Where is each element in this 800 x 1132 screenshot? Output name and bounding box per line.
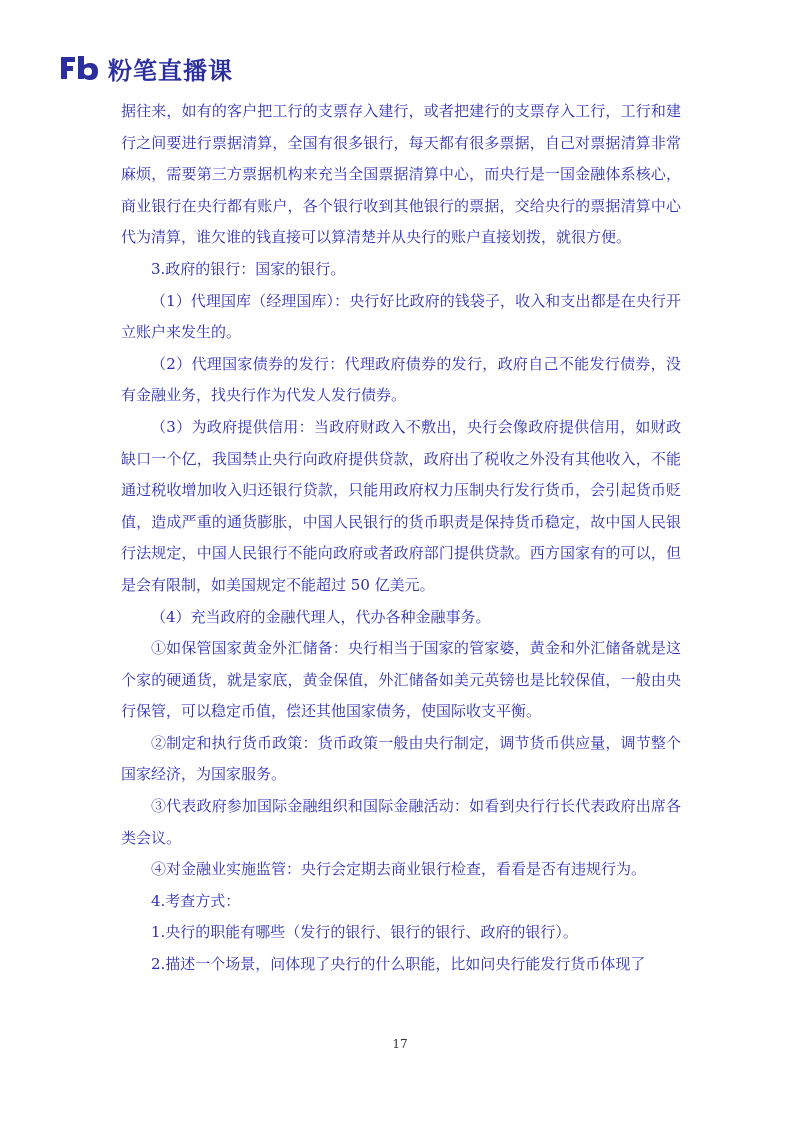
page-header xyxy=(58,50,233,86)
paragraph-subitem-3: ③代表政府参加国际金融组织和国际金融活动：如看到央行行长代表政府出席各类会议。 xyxy=(121,797,681,847)
section-heading-government-bank: 3.政府的银行：国家的银行。 xyxy=(151,259,346,278)
paragraph-continuation: 据往来，如有的客户把工行的支票存入建行，或者把建行的支票存入工行，工行和建行之间要进行票据清算，全国有很多银行，每天都有很多票据，自己对票据清算非常麻烦，需要第三方票据机构来充当全国票据清算中心，而央行是一国金融体系核心，商业银行在央行都有账户，各个银行收到其他银行的票据，交给央行的票据清算中心代为清算，谁欠谁的钱直接可以算清楚并从央行的账户直接划拨，就很方便。 xyxy=(121,102,681,247)
exam-point-1: 1.央行的职能有哪些（发行的银行、银行的银行、政府的银行）。 xyxy=(151,923,578,942)
section-heading-exam-style: 4.考查方式： xyxy=(151,891,241,910)
paragraph-item-2: （2）代理国家债券的发行：代理政府债券的发行，政府自己不能发行债券，没有金融业务，找央行作为代发人发行债券。 xyxy=(121,354,681,405)
paragraph-item-4: （4）充当政府的金融代理人，代办各种金融事务。 xyxy=(151,607,491,626)
page-number: 17 xyxy=(392,1037,408,1051)
brand-name: 粉笔直播课 xyxy=(108,56,233,85)
paragraph-subitem-2: ②制定和执行货币政策：货币政策一般由央行制定，调节货币供应量，调节整个国家经济，为国家服务。 xyxy=(121,733,681,784)
paragraph-item-1: （1）代理国库（经理国库）：央行好比政府的钱袋子，收入和支出都是在央行开立账户来发生的。 xyxy=(121,291,681,342)
document-body xyxy=(121,96,681,981)
paragraph-subitem-4: ④对金融业实施监管：央行会定期去商业银行检查，看看是否有违规行为。 xyxy=(151,860,647,879)
fb-logo-icon xyxy=(58,52,102,84)
exam-point-2: 2.描述一个场景，问体现了央行的什么职能，比如问央行能发行货币体现了 xyxy=(151,955,646,974)
paragraph-subitem-1: ①如保管国家黄金外汇储备：央行相当于国家的管家婆，黄金和外汇储备就是这个家的硬通货，就是家底，黄金保值，外汇储备如美元英镑也是比较保值，一般由央行保管，可以稳定币值，偿还其他国家债务，使国际收支平衡。 xyxy=(121,639,681,721)
paragraph-item-3: （3）为政府提供信用：当政府财政入不敷出，央行会像政府提供信用，如财政缺口一个亿，我国禁止央行向政府提供贷款，政府出了税收之外没有其他收入，不能通过税收增加收入归还银行贷款，只能用政府权力压制央行发行货币，会引起货币贬值，造成严重的通货膨胀，中国人民银行的货币职责是保持货币稳定，故中国人民银行法规定，中国人民银行不能向政府或者政府部门提供贷款。西方国家有的可以，但是会有限制，如美国规定不能超过 50 亿美元。 xyxy=(121,417,681,594)
